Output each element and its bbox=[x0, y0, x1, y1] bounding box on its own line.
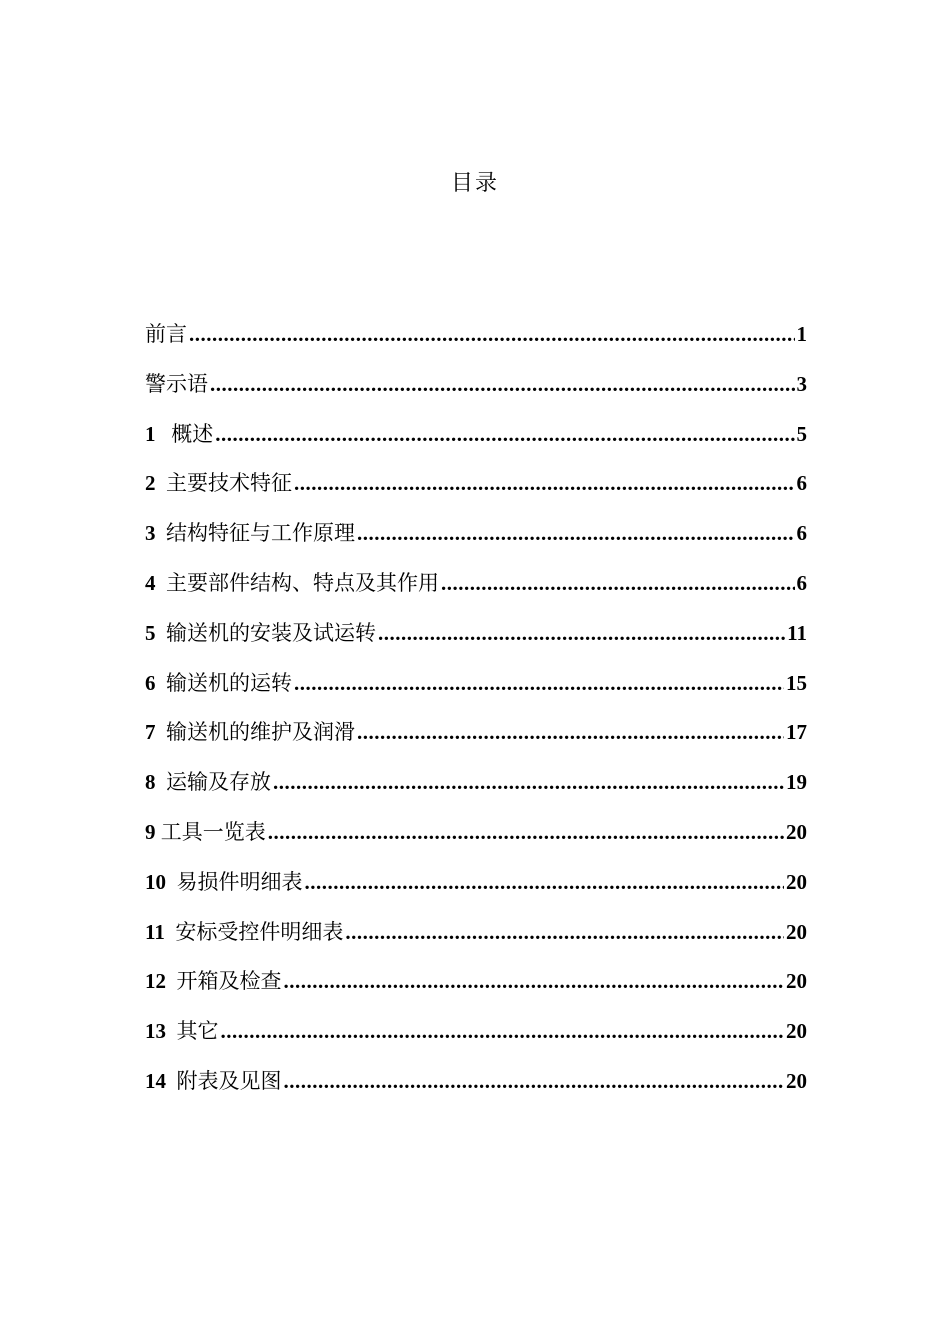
toc-entry-title: 主要技术特征 bbox=[166, 471, 292, 496]
dot-leader bbox=[345, 912, 784, 952]
toc-entry-number: 11 bbox=[145, 919, 176, 944]
toc-entry-title: 附表及见图 bbox=[176, 1068, 282, 1093]
dot-leader bbox=[221, 1011, 785, 1051]
dot-leader bbox=[357, 712, 784, 752]
toc-entry-page: 20 bbox=[786, 819, 807, 844]
toc-entry-number: 9 bbox=[145, 819, 161, 844]
toc-entry-number: 8 bbox=[145, 770, 166, 795]
page-title: 目录 bbox=[450, 171, 499, 196]
dot-leader bbox=[210, 364, 795, 404]
toc-entry-number: 13 bbox=[145, 1019, 177, 1044]
toc-entry-title: 输送机的安装及试运转 bbox=[166, 620, 376, 645]
dot-leader bbox=[273, 762, 784, 802]
toc-entry-13[interactable] bbox=[145, 1011, 807, 1061]
toc-entry-title: 运输及存放 bbox=[166, 770, 271, 795]
toc-entry-title: 结构特征与工作原理 bbox=[166, 521, 355, 546]
toc-entry-title: 易损件明细表 bbox=[176, 869, 303, 894]
toc-entry-page: 5 bbox=[796, 421, 807, 446]
dot-leader bbox=[305, 862, 785, 902]
dot-leader bbox=[294, 663, 784, 703]
toc-entry-page: 3 bbox=[796, 371, 807, 396]
toc-entry-number: 10 bbox=[145, 869, 177, 894]
toc-entry-3[interactable] bbox=[145, 513, 807, 563]
dot-leader bbox=[284, 1061, 785, 1101]
dot-leader bbox=[378, 613, 785, 653]
toc-entry-14[interactable] bbox=[145, 1061, 807, 1111]
toc-entry-6[interactable] bbox=[145, 663, 807, 713]
toc-entry-page: 6 bbox=[796, 521, 807, 546]
toc-entry-warnings[interactable] bbox=[145, 364, 807, 414]
toc-entry-11[interactable] bbox=[145, 912, 807, 962]
dot-leader bbox=[215, 414, 794, 454]
toc-entry-title: 安标受控件明细表 bbox=[175, 919, 344, 944]
toc-entry-number: 12 bbox=[145, 969, 177, 994]
toc-entry-number: 4 bbox=[145, 570, 166, 595]
dot-leader bbox=[284, 961, 785, 1001]
toc-entry-title: 工具一览表 bbox=[160, 819, 266, 844]
toc-entry-page: 20 bbox=[786, 869, 807, 894]
dot-leader bbox=[268, 812, 784, 852]
toc-entry-number: 7 bbox=[145, 720, 166, 745]
toc-entry-page: 1 bbox=[796, 322, 807, 346]
toc-entry-number: 14 bbox=[145, 1068, 177, 1093]
toc-entry-number: 6 bbox=[145, 670, 166, 695]
toc-entry-1[interactable] bbox=[145, 414, 807, 464]
toc-entry-9[interactable] bbox=[145, 812, 807, 862]
toc-entry-title: 前言 bbox=[145, 322, 187, 346]
toc-entry-page: 6 bbox=[796, 471, 807, 496]
toc-entry-page: 19 bbox=[786, 770, 807, 795]
dot-leader bbox=[357, 513, 795, 553]
toc-entry-page: 20 bbox=[786, 919, 807, 944]
toc-entry-page: 20 bbox=[786, 1019, 807, 1044]
toc-entry-page: 20 bbox=[786, 969, 807, 994]
toc-entry-10[interactable] bbox=[145, 862, 807, 912]
toc-entry-4[interactable] bbox=[145, 563, 807, 613]
toc-entry-title: 输送机的运转 bbox=[166, 670, 292, 695]
toc-entry-7[interactable] bbox=[145, 712, 807, 762]
toc-entry-page: 6 bbox=[796, 570, 807, 595]
toc-entry-title: 其它 bbox=[176, 1019, 219, 1044]
toc-entry-page: 20 bbox=[786, 1068, 807, 1093]
toc-entry-8[interactable] bbox=[145, 762, 807, 812]
toc-entry-title: 警示语 bbox=[145, 371, 208, 396]
toc-entry-number: 5 bbox=[145, 620, 166, 645]
toc-entry-2[interactable] bbox=[145, 463, 807, 513]
toc-entry-page: 17 bbox=[786, 720, 807, 745]
toc-entry-number: 1 bbox=[145, 421, 172, 446]
toc-entry-page: 11 bbox=[787, 620, 807, 645]
toc-entry-preface[interactable] bbox=[145, 314, 807, 364]
toc-entry-title: 概述 bbox=[171, 421, 214, 446]
toc-entry-title: 输送机的维护及润滑 bbox=[166, 720, 355, 745]
toc-entry-number: 2 bbox=[145, 471, 166, 496]
dot-leader bbox=[294, 463, 795, 503]
dot-leader bbox=[189, 314, 795, 354]
toc-entry-12[interactable] bbox=[145, 961, 807, 1011]
toc-entry-page: 15 bbox=[786, 670, 807, 695]
dot-leader bbox=[441, 563, 795, 603]
toc-entry-number: 3 bbox=[145, 521, 166, 546]
table-of-contents bbox=[145, 314, 807, 1111]
toc-entry-title: 主要部件结构、特点及其作用 bbox=[166, 570, 439, 595]
toc-entry-5[interactable] bbox=[145, 613, 807, 663]
toc-entry-title: 开箱及检查 bbox=[176, 969, 282, 994]
